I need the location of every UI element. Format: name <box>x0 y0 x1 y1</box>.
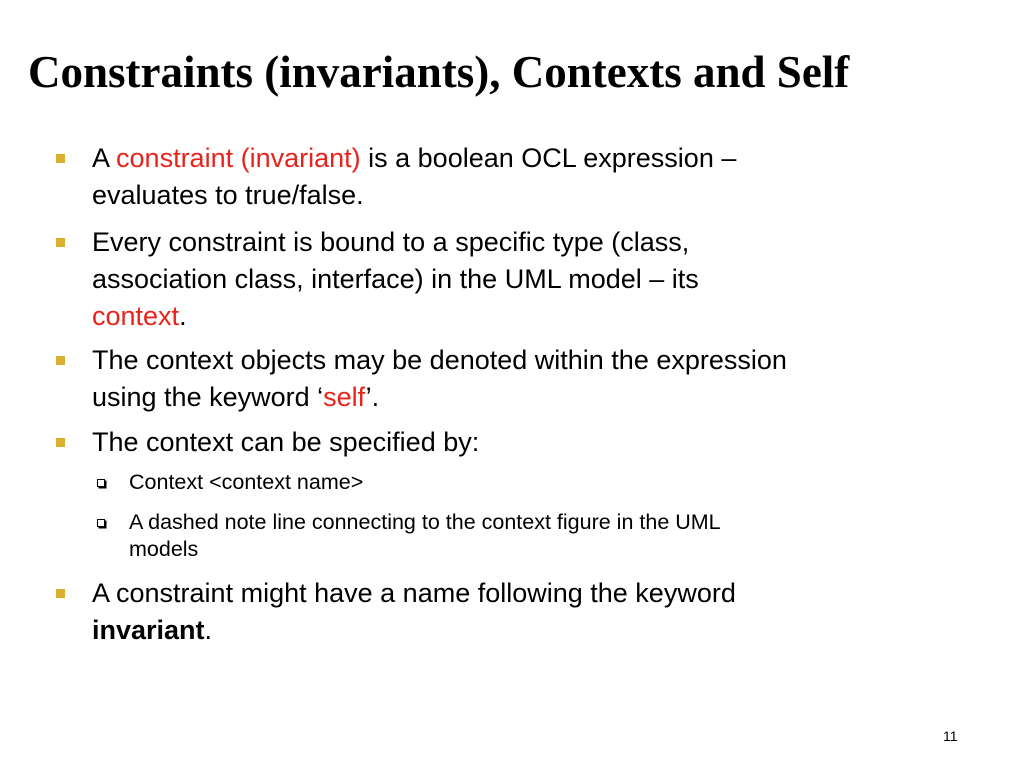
text-run: . <box>204 615 213 645</box>
highlight-term: constraint (invariant) <box>116 143 361 173</box>
highlight-term: self <box>323 382 366 412</box>
bullet-line <box>92 140 992 177</box>
bullet-line: Every constraint is bound to a specific type (class, <box>92 227 690 257</box>
bullet-item-constraint-definition <box>92 140 992 214</box>
bullet-line <box>92 298 992 335</box>
bullet-line: The context objects may be denoted within the expression <box>92 345 787 375</box>
text-run: A <box>92 143 117 173</box>
square-bullet-icon <box>56 238 65 247</box>
bullet-line <box>92 612 992 649</box>
text-run: ’. <box>365 382 380 412</box>
keyword-term: invariant <box>92 615 205 645</box>
sub-bullet-item-context-name <box>129 469 949 496</box>
bullet-line <box>92 379 992 416</box>
bullet-item-constraint-name <box>92 575 992 649</box>
sub-bullet-line: Context <context name> <box>129 470 364 494</box>
text-run: . <box>179 301 187 331</box>
square-bullet-icon <box>56 154 65 163</box>
bullet-item-context-specification <box>92 424 992 461</box>
bullet-line: The context can be specified by: <box>92 427 480 457</box>
hollow-square-bullet-icon <box>97 519 105 527</box>
square-bullet-icon <box>56 438 65 447</box>
sub-bullet-line: A dashed note line connecting to the context figure in the UML <box>129 510 721 534</box>
highlight-term: context <box>92 301 180 331</box>
bullet-line: A constraint might have a name following the keyword <box>92 578 736 608</box>
bullet-line: association class, interface) in the UML model – its <box>92 264 699 294</box>
sub-bullet-item-dashed-note <box>129 509 949 563</box>
sub-bullet-line: models <box>129 537 199 561</box>
hollow-square-bullet-icon <box>97 479 105 487</box>
bullet-item-self-keyword <box>92 342 992 416</box>
text-run: using the keyword ‘ <box>92 382 324 412</box>
slide-title: Constraints (invariants), Contexts and Self <box>28 47 850 97</box>
square-bullet-icon <box>56 589 65 598</box>
text-run: is a boolean OCL expression – <box>360 143 737 173</box>
bullet-line: evaluates to true/false. <box>92 180 364 210</box>
bullet-item-context-binding <box>92 224 992 335</box>
square-bullet-icon <box>56 356 65 365</box>
page-number: 11 <box>943 728 958 744</box>
